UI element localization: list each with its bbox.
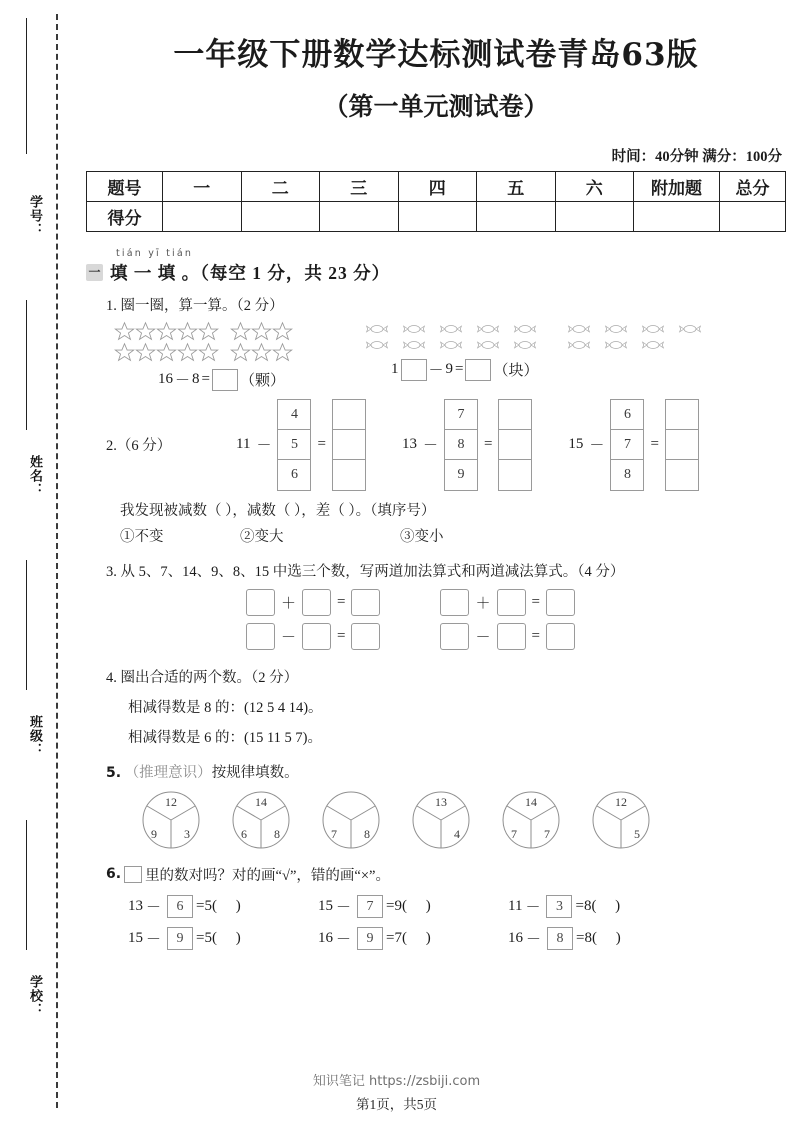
star-icon [230,321,251,342]
star-icon [114,321,135,342]
circle-icon [321,790,381,850]
q2-minuend-1: 11 [236,436,251,453]
q6-equation: 15 － 7 = 9 ( ) [318,895,508,918]
star-icon [251,342,272,363]
question-2-group-1: 11 － 4 5 6 = [236,399,366,491]
question-6-head [106,864,786,885]
q6-answer-paren[interactable]: ( ) [401,897,431,914]
question-6-number: 6. [106,866,122,883]
candy-icon [567,322,591,336]
q2-value: 6 [290,466,298,482]
score-cell-extra[interactable] [634,201,720,231]
number-circle[interactable] [591,790,651,850]
q2-option-3[interactable]: ③变小 [400,528,444,545]
question-2 [86,399,786,546]
score-col-6: 六 [555,171,634,201]
question-2-head: 2.（6 分） [106,438,172,455]
q6-equation: 13 － 6 = 5 ( ) [128,895,318,918]
star-eq-equals: = [201,371,210,388]
q6-result: 5 [204,897,212,914]
star-icon [177,321,198,342]
section-pinyin: tián yī tián [116,247,194,259]
q3-equation-add-2: ＋ = [440,589,574,616]
question-2-options [120,525,786,546]
answer-box[interactable] [546,589,575,616]
answer-box[interactable] [351,589,380,616]
candy-icon [513,338,537,352]
question-6-row-2 [128,927,786,950]
q6-equation: 11 － 3 = 8 ( ) [508,895,620,918]
star-icon [177,342,198,363]
q6-answer-paren[interactable]: ( ) [211,929,241,946]
candy-icon [402,322,426,336]
section-one [86,248,786,285]
q2-stack-values-2 [444,399,478,491]
question-1-star-equation [158,369,293,391]
star-icon [198,342,219,363]
q3-equation-add-1: ＋ = [246,589,380,616]
answer-blank-star[interactable] [212,369,238,391]
answer-box[interactable] [302,589,331,616]
number-circle[interactable] [411,790,471,850]
q2-stack-values-3 [610,399,644,491]
answer-blank-candy-1[interactable] [401,359,427,381]
q6-result: 5 [204,929,212,946]
score-col-4: 四 [398,171,477,201]
question-3-row-1 [246,589,786,616]
q6-result: 8 [583,897,592,914]
number-circle[interactable] [231,790,291,850]
q2-minuend-3: 15 [568,436,584,453]
number-circle[interactable] [501,790,561,850]
candy-eq-op: － [428,363,444,380]
circle-left-value: 6 [241,826,247,841]
circle-top-value: 12 [615,794,627,809]
question-3-row-2 [246,623,786,650]
candy-icon [604,322,628,336]
q6-minuend: 13 [128,897,143,914]
star-icon [272,342,293,363]
q6-result: 7 [394,929,402,946]
score-table-rowlabel: 题号 [87,171,163,201]
q6-answer-paren[interactable]: ( ) [591,897,621,914]
candy-icon [439,338,463,352]
q6-minuend: 15 [318,897,333,914]
q6-box-value[interactable]: 9 [167,927,193,950]
margin-label-class: 班级： [27,715,42,757]
section-number-badge: 一 [86,264,103,281]
margin-rule-3 [26,560,27,690]
content-area [86,0,786,1122]
q6-box-value[interactable]: 3 [546,895,572,918]
q6-answer-paren[interactable]: ( ) [401,929,431,946]
q2-value: 4 [278,400,310,430]
q2-value: 8 [445,430,477,460]
candy-eq-right: 9 [445,361,454,378]
q2-value: 6 [611,400,643,430]
star-icon [135,321,156,342]
question-2-group-3: 15 － 6 7 8 = [568,399,698,491]
score-cell-total[interactable] [720,201,786,231]
star-row [114,342,293,363]
question-4 [86,666,786,747]
star-row [114,321,293,342]
score-cell-4[interactable] [398,201,477,231]
answer-box[interactable] [302,623,331,650]
margin-label-school: 学校： [27,975,42,1017]
margin-label-name: 姓名： [27,455,42,497]
candy-eq-unit: （块） [493,363,539,380]
question-5-text: 按规律填数。 [211,764,299,781]
q6-answer-paren[interactable]: ( ) [211,897,241,914]
question-5-number: 5. [106,764,122,781]
question-4-line-1[interactable]: 相减得数是 8 的：(12 5 4 14)。 [128,699,323,716]
margin-rule-1 [26,18,27,154]
score-col-1: 一 [163,171,242,201]
q6-box-value[interactable]: 7 [357,895,383,918]
candy-icon [476,338,500,352]
star-icon [135,342,156,363]
number-circle[interactable] [321,790,381,850]
circle-top-value: 14 [525,794,537,809]
question-5-circles [141,790,786,850]
star-icon [156,321,177,342]
circle-top-value: 12 [165,794,177,809]
score-table [86,171,786,232]
q6-minuend: 16 [318,929,333,946]
candy-icon [641,322,665,336]
answer-box[interactable] [546,623,575,650]
candy-eq-equals: = [455,361,464,378]
q2-stack-answers-1[interactable] [332,399,366,491]
star-icon [156,342,177,363]
q6-result: 9 [394,897,402,914]
q6-equation: 16 － 9 = 7 ( ) [318,927,508,950]
score-col-3: 三 [320,171,399,201]
q3-op: － [475,629,491,646]
q2-value: 8 [623,466,631,482]
candy-eq-lead: 1 [391,361,399,378]
candy-icon [402,338,426,352]
star-icon [230,342,251,363]
question-4-head: 4. 圈出合适的两个数。（2 分） [106,669,299,686]
circle-top-value: 13 [435,794,447,809]
score-cell-6[interactable] [555,201,634,231]
question-5 [86,761,786,850]
q6-box-value[interactable]: 8 [547,927,573,950]
candy-icon [604,338,628,352]
question-1-candy-group [365,321,702,391]
candy-row [365,321,537,337]
number-circle[interactable] [141,790,201,850]
circle-left-value: 7 [331,826,337,841]
answer-box[interactable] [440,589,469,616]
q2-value: 7 [611,430,643,460]
q6-minuend: 15 [128,929,143,946]
star-icon [272,321,293,342]
exam-meta: 时间：40分钟 满分：100分 [611,148,782,165]
answer-box[interactable] [351,623,380,650]
dashed-fold-line [56,14,58,1108]
q6-box-value[interactable]: 9 [357,927,383,950]
score-cell-1[interactable] [163,201,242,231]
candy-row [567,321,702,337]
candy-icon [365,322,389,336]
q2-stack-answers-3[interactable] [665,399,699,491]
question-6 [86,864,786,950]
score-col-5: 五 [477,171,556,201]
score-col-extra: 附加题 [634,171,720,201]
inline-box-icon [124,866,142,883]
candy-row [365,337,537,353]
candy-icon [365,338,389,352]
q2-value: 5 [278,430,310,460]
candy-icon [641,338,665,352]
candy-icon [567,338,591,352]
star-eq-op: － [175,373,191,390]
circle-right-value: 5 [634,826,640,841]
score-cell-5[interactable] [477,201,556,231]
candy-group-left [365,321,537,353]
question-4-line-2[interactable]: 相减得数是 6 的：(15 11 5 7)。 [128,729,322,746]
score-cell-2[interactable] [241,201,320,231]
margin-rule-2 [26,300,27,430]
star-eq-unit: （颗） [239,373,285,390]
circle-right-value: 4 [454,826,460,841]
q6-minuend: 11 [508,897,523,914]
q6-answer-paren[interactable]: ( ) [591,929,621,946]
star-icon [198,321,219,342]
margin-label-student-id: 学号： [27,195,42,237]
answer-box[interactable] [497,589,526,616]
answer-box[interactable] [246,623,275,650]
circle-right-value: 8 [274,826,280,841]
circle-top-value: 14 [255,794,267,809]
question-1-candy-equation [391,359,702,381]
answer-box[interactable] [246,589,275,616]
answer-box[interactable] [497,623,526,650]
circle-left-value: 7 [511,826,517,841]
question-1 [86,294,786,391]
question-6-text: 里的数对吗？对的画“√”，错的画“×”。 [145,867,390,884]
q2-option-1[interactable]: ①不变 [120,528,164,545]
q3-equation-sub-1: － = [246,623,380,650]
page-title: 一年级下册数学达标测试卷青岛63版 [173,37,699,73]
star-eq-left: 16 [158,371,173,388]
table-row-header [87,171,786,201]
circle-right-value: 7 [544,826,550,841]
answer-box[interactable] [440,623,469,650]
margin-rule-4 [26,820,27,950]
question-3-head: 3. 从 5、7、14、9、8、15 中选三个数，写两道加法算式和两道减法算式。（4 分） [106,563,625,580]
q2-value: 9 [457,466,465,482]
candy-icon [513,322,537,336]
q2-value: 7 [445,400,477,430]
question-1-stars-group [114,321,293,391]
candy-group-right [567,321,702,353]
q6-result: 8 [584,929,592,946]
candy-icon [678,322,702,336]
question-3 [86,560,786,650]
q3-op: ＋ [281,595,297,612]
question-2-finding: 我发现被减数（ ），减数（ ），差（ ）。（填序号） [120,502,436,519]
q6-equation: 15 － 9 = 5 ( ) [128,927,318,950]
left-margin [0,0,62,1122]
star-eq-right: 8 [192,371,200,388]
circle-right-value: 8 [364,826,370,841]
q2-minuend-2: 13 [401,436,417,453]
section-title: 填 一 填 。（每空 1 分，共 23 分） [110,262,391,283]
question-1-head: 1. 圈一圈，算一算。（2 分） [106,297,284,314]
q6-equation: 16 － 8 = 8 ( ) [508,927,621,950]
circle-left-value: 9 [151,826,157,841]
watermark: 知识笔记 https://zsbiji.com [312,1074,481,1089]
score-col-2: 二 [241,171,320,201]
candy-icon [439,322,463,336]
candy-icon [476,322,500,336]
question-5-head [106,761,786,782]
score-col-total: 总分 [720,171,786,201]
score-table-rowlabel-2: 得分 [87,201,163,231]
q2-stack-values-1 [277,399,311,491]
candy-row [567,337,702,353]
q3-equation-sub-2: － = [440,623,574,650]
question-5-tag: （推理意识） [124,764,212,781]
star-icon [114,342,135,363]
q3-op: ＋ [475,595,491,612]
page-subtitle: （第一单元测试卷） [323,91,549,121]
score-cell-3[interactable] [320,201,399,231]
q2-stack-answers-2[interactable] [498,399,532,491]
page-number: 第1页，共5页 [356,1097,437,1112]
circle-right-value: 3 [184,826,190,841]
table-row-score [87,201,786,231]
q6-box-value[interactable]: 6 [167,895,193,918]
q6-minuend: 16 [508,929,523,946]
q3-op: － [281,629,297,646]
question-6-row-1 [128,895,786,918]
q2-option-2[interactable]: ②变大 [240,528,284,545]
question-2-group-2: 13 － 7 8 9 = [402,399,532,491]
star-icon [251,321,272,342]
answer-blank-candy-2[interactable] [465,359,491,381]
